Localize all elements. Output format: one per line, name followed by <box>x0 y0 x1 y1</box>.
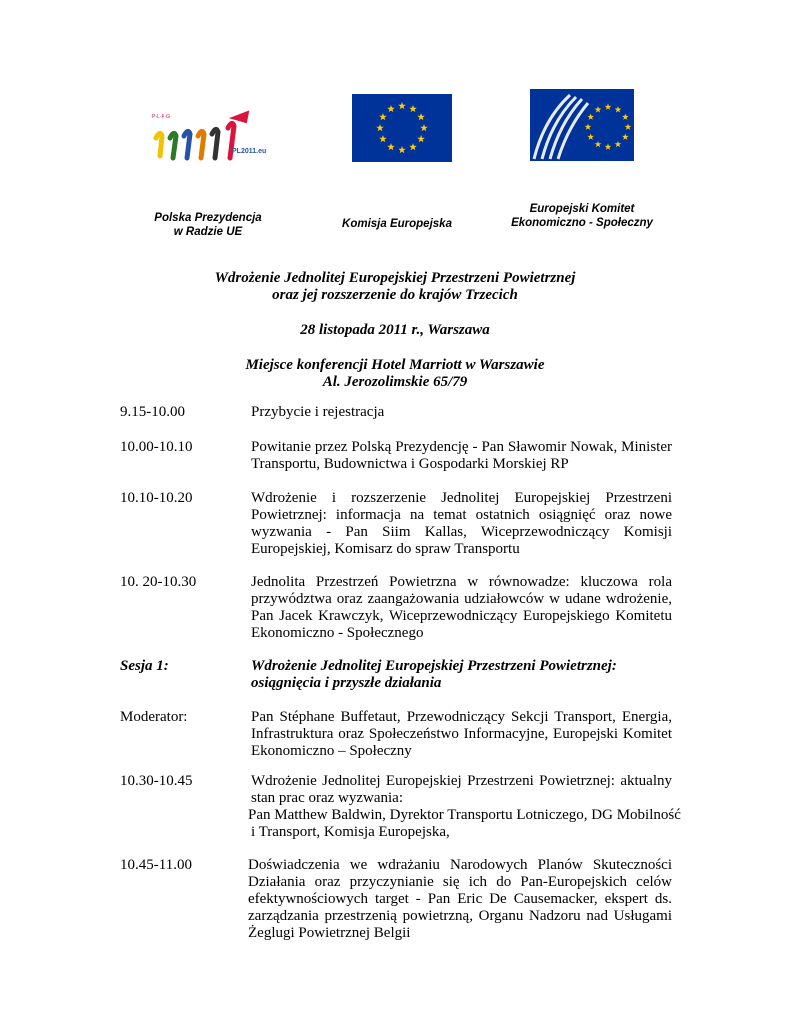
conference-date: 28 listopada 2011 r., Warszawa <box>300 322 490 338</box>
agenda-description: Wdrożenie i rozszerzenie Jednolitej Europejskiej Przestrzeni Powietrznej: informacja na temat ostatnich osiągnięć oraz nowe wyzwania - Pan Siim Kallas, Wiceprzewodniczący Komisji Europejskiej, Komisarz do spraw Transportu <box>251 490 672 557</box>
session-title: Wdrożenie Jednolitej Europejskiej Przestrzeni Powietrznej: osiągnięcia i przyszłe działania <box>251 658 617 691</box>
agenda-description: Jednolita Przestrzeń Powietrzna w równowadze: kluczowa rola przywództwa oraz zaangażowania udziałowców w udane wdrożenie, Pan Jacek Krawczyk, Wiceprzewodniczący Europejskiego Komitetu Ekonomiczno - Społecznego <box>251 574 672 641</box>
agenda-time: 10.30-10.45 <box>120 773 193 789</box>
polish-presidency-caption: Polska Prezydencja w Radzie UE <box>154 212 262 238</box>
conference-title: Wdrożenie Jednolitej Europejskiej Przestrzeni Powietrznej oraz jej rozszerzenie do krajów Trzecich <box>214 270 576 303</box>
agenda-description: Powitanie przez Polską Prezydencję - Pan Sławomir Nowak, Minister Transportu, Budownictwa i Gospodarki Morskiej RP <box>251 439 672 472</box>
polish-presidency-logo <box>148 108 274 164</box>
agenda-time: 9.15-10.00 <box>120 404 185 420</box>
agenda-description: Doświadczenia we wdrażaniu Narodowych Planów Skuteczności Działania oraz przyczynianie się ich do Pan-Europejskich celów efektywnościowych target - Pan Eric De Causemacker, ekspert ds. zarządzania przestrzenią powietrzną, Organu Nadzoru nad Usługami Żeglugi Powietrznej Belgii <box>248 857 672 941</box>
agenda-description: Wdrożenie Jednolitej Europejskiej Przestrzeni Powietrznej: aktualny stan prac oraz wyzwania: Pan Matthew Baldwin, Dyrektor Transportu Lotniczego, DG Mobilność i Transport, Komisja Europejska, <box>248 773 681 840</box>
agenda-description: Pan Stéphane Buffetaut, Przewodniczący Sekcji Transport, Energia, Infrastruktura oraz Społeczeństwo Informacyjne, Europejski Komitet Ekonomiczno – Społeczny <box>251 709 672 759</box>
agenda-time: 10.00-10.10 <box>120 439 193 455</box>
eesc-logo <box>530 89 634 161</box>
svg-text:P·L·F·G: P·L·F·G <box>152 114 171 120</box>
agenda-time: 10. 20-10.30 <box>120 574 197 590</box>
agenda-time: Moderator: <box>120 709 188 725</box>
pl-logo-text: PL2011.eu <box>232 148 267 155</box>
eu-flag-logo <box>352 94 452 162</box>
agenda-description: Przybycie i rejestracja <box>251 404 385 420</box>
session-label: Sesja 1: <box>120 658 169 674</box>
european-commission-caption: Komisja Europejska <box>342 218 452 230</box>
eesc-caption: Europejski Komitet Ekonomiczno - Społeczny <box>511 203 653 229</box>
agenda-time: 10.45-11.00 <box>120 857 192 873</box>
agenda-time: 10.10-10.20 <box>120 490 193 506</box>
conference-venue: Miejsce konferencji Hotel Marriott w Warszawie Al. Jerozolimskie 65/79 <box>245 357 545 390</box>
